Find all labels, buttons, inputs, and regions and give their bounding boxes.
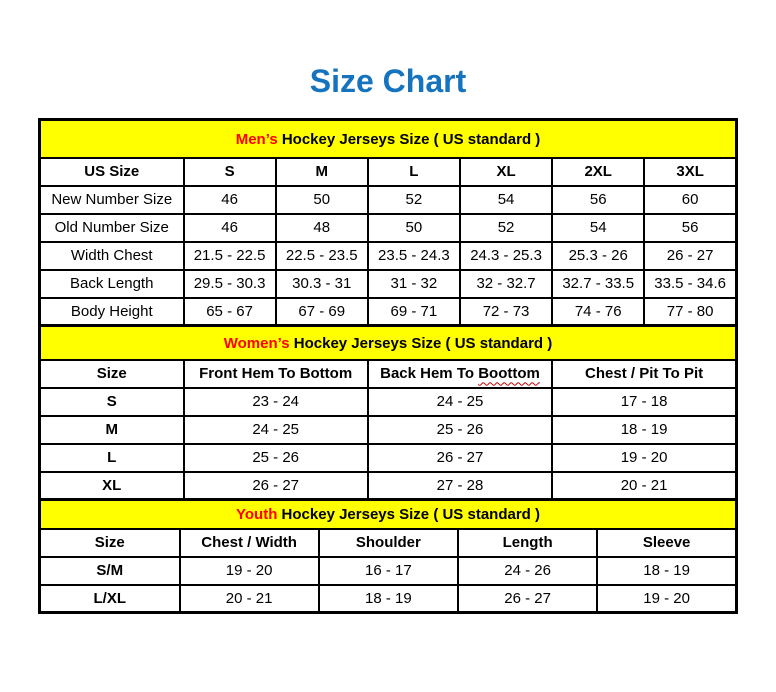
row-label: Back Length	[40, 270, 184, 298]
row-label: XL	[40, 472, 184, 500]
section-title-highlight: Women’s	[223, 334, 290, 352]
size-value: 26 - 27	[368, 444, 552, 472]
size-value: 32 - 32.7	[460, 270, 552, 298]
section-title-rest: Hockey Jerseys Size ( US standard )	[277, 130, 541, 148]
mens-section-banner	[40, 120, 737, 158]
size-value: 69 - 71	[368, 298, 460, 326]
size-value: 46	[184, 186, 276, 214]
row-label: Old Number Size	[40, 214, 184, 242]
size-value: 46	[184, 214, 276, 242]
size-value: 77 - 80	[644, 298, 736, 326]
size-value: 17 - 18	[552, 388, 736, 416]
womens-header-row	[40, 360, 737, 388]
size-value: 26 - 27	[184, 472, 368, 500]
size-value: 56	[552, 186, 644, 214]
mens-banner-row	[40, 120, 737, 158]
size-value: 26 - 27	[644, 242, 736, 270]
size-value: 25.3 - 26	[552, 242, 644, 270]
column-header: Chest / Width	[180, 529, 319, 557]
size-value: 72 - 73	[460, 298, 552, 326]
table-row	[40, 298, 737, 326]
size-value: 24 - 25	[184, 416, 368, 444]
size-value: 52	[460, 214, 552, 242]
table-row	[40, 214, 737, 242]
size-value: 50	[276, 186, 368, 214]
size-value: 67 - 69	[276, 298, 368, 326]
table-row	[40, 557, 737, 585]
size-value: 29.5 - 30.3	[184, 270, 276, 298]
size-value: 24 - 25	[368, 388, 552, 416]
misspelled-word: Boottom	[478, 365, 540, 383]
column-header: Size	[40, 360, 184, 388]
womens-section-banner	[40, 326, 737, 360]
size-value: 18 - 19	[319, 585, 458, 613]
row-label: S/M	[40, 557, 180, 585]
size-value: 18 - 19	[552, 416, 736, 444]
youth-banner-row	[40, 500, 737, 529]
size-value: 16 - 17	[319, 557, 458, 585]
youth-section-banner	[40, 500, 737, 529]
size-value: 52	[368, 186, 460, 214]
column-header: 2XL	[552, 158, 644, 186]
column-header: Front Hem To Bottom	[184, 360, 368, 388]
column-header: M	[276, 158, 368, 186]
size-value: 74 - 76	[552, 298, 644, 326]
size-value: 31 - 32	[368, 270, 460, 298]
size-value: 22.5 - 23.5	[276, 242, 368, 270]
size-value: 32.7 - 33.5	[552, 270, 644, 298]
row-label: M	[40, 416, 184, 444]
mens-header-row	[40, 158, 737, 186]
youth-size-table	[38, 498, 738, 614]
column-header: L	[368, 158, 460, 186]
size-value: 56	[644, 214, 736, 242]
column-header: Chest / Pit To Pit	[552, 360, 736, 388]
section-title-rest: Hockey Jerseys Size ( US standard )	[289, 334, 553, 352]
column-header: Size	[40, 529, 180, 557]
row-label: L/XL	[40, 585, 180, 613]
size-tables	[38, 118, 738, 614]
size-value: 25 - 26	[184, 444, 368, 472]
table-row	[40, 388, 737, 416]
womens-banner-row	[40, 326, 737, 360]
column-header: Shoulder	[319, 529, 458, 557]
section-title-highlight: Men’s	[235, 130, 278, 148]
youth-header-row	[40, 529, 737, 557]
column-header: Back Hem To Boottom	[368, 360, 552, 388]
size-value: 21.5 - 22.5	[184, 242, 276, 270]
table-row	[40, 416, 737, 444]
size-value: 48	[276, 214, 368, 242]
table-row	[40, 242, 737, 270]
section-title-rest: Hockey Jerseys Size ( US standard )	[277, 506, 540, 524]
table-row	[40, 444, 737, 472]
size-value: 19 - 20	[597, 585, 736, 613]
size-value: 54	[552, 214, 644, 242]
column-header: XL	[460, 158, 552, 186]
size-value: 54	[460, 186, 552, 214]
table-row	[40, 270, 737, 298]
size-value: 20 - 21	[552, 472, 736, 500]
column-header: 3XL	[644, 158, 736, 186]
size-value: 18 - 19	[597, 557, 736, 585]
column-header: Sleeve	[597, 529, 736, 557]
size-value: 65 - 67	[184, 298, 276, 326]
size-value: 24.3 - 25.3	[460, 242, 552, 270]
size-value: 27 - 28	[368, 472, 552, 500]
size-value: 20 - 21	[180, 585, 319, 613]
size-value: 23.5 - 24.3	[368, 242, 460, 270]
size-value: 50	[368, 214, 460, 242]
row-label: New Number Size	[40, 186, 184, 214]
row-label: Width Chest	[40, 242, 184, 270]
column-header: Length	[458, 529, 597, 557]
size-value: 30.3 - 31	[276, 270, 368, 298]
column-header: S	[184, 158, 276, 186]
table-row	[40, 472, 737, 500]
section-title-highlight: Youth	[236, 506, 278, 524]
size-value: 26 - 27	[458, 585, 597, 613]
size-value: 19 - 20	[180, 557, 319, 585]
size-value: 19 - 20	[552, 444, 736, 472]
page-title: Size Chart	[309, 63, 467, 99]
size-value: 24 - 26	[458, 557, 597, 585]
row-label: S	[40, 388, 184, 416]
table-row	[40, 186, 737, 214]
row-label: Body Height	[40, 298, 184, 326]
size-value: 33.5 - 34.6	[644, 270, 736, 298]
size-value: 25 - 26	[368, 416, 552, 444]
row-label: L	[40, 444, 184, 472]
table-row	[40, 585, 737, 613]
column-header: US Size	[40, 158, 184, 186]
womens-size-table	[38, 324, 738, 501]
mens-size-table	[38, 118, 738, 327]
size-value: 23 - 24	[184, 388, 368, 416]
size-value: 60	[644, 186, 736, 214]
